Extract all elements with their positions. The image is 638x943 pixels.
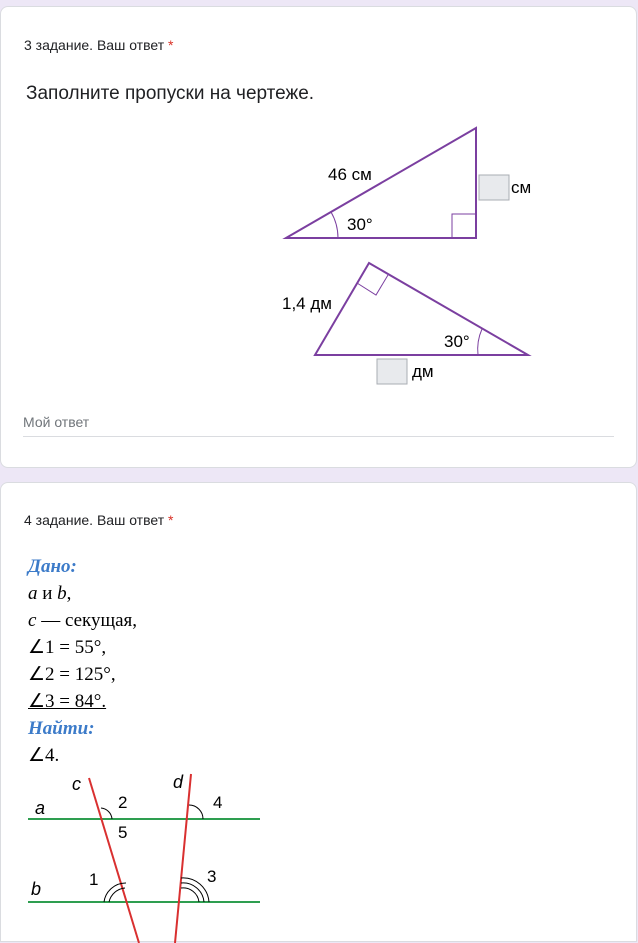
comma: , [66, 583, 72, 604]
and-word: и [37, 583, 58, 604]
secant-name: c [28, 610, 37, 631]
question-title-text: 3 задание. Ваш ответ [24, 37, 165, 53]
given-angle-3: ∠3 = 84°. [28, 691, 107, 712]
angle-arc-2 [478, 329, 482, 355]
number-3: 3 [207, 867, 217, 886]
question-card-3 [0, 6, 637, 468]
find-value: ∠4. [28, 745, 60, 766]
unit-label-1: см [511, 178, 532, 197]
question-title-text: 4 задание. Ваш ответ [24, 512, 165, 528]
side-label: 1,4 дм [282, 294, 332, 313]
given-angle-2: ∠2 = 125°, [28, 664, 116, 685]
angle-label-1: 30° [347, 215, 373, 234]
hypotenuse-label: 46 см [328, 165, 372, 184]
question-card-4 [0, 482, 637, 942]
question-prompt: Заполните пропуски на чертеже. [26, 83, 315, 104]
answer-label[interactable]: Мой ответ [23, 414, 90, 430]
label-a: a [35, 798, 46, 818]
unit-label-2: дм [412, 362, 434, 381]
triangles-figure [1, 7, 638, 407]
label-b: b [31, 879, 42, 899]
label-d: d [173, 772, 184, 792]
angle-label-2: 30° [444, 332, 470, 351]
required-mark: * [168, 37, 174, 53]
given-header: Дано: [28, 556, 77, 577]
line-d [175, 774, 191, 943]
answer-box-1[interactable] [479, 175, 509, 200]
answer-box-2[interactable] [377, 359, 407, 384]
label-c: c [72, 774, 81, 794]
line-c [89, 778, 139, 943]
angle-3-arc-inner [181, 888, 199, 902]
number-4: 4 [213, 793, 223, 812]
answer-input-line[interactable] [23, 436, 614, 437]
number-2: 2 [118, 793, 128, 812]
required-mark: * [168, 512, 174, 528]
secant-text: — секущая, [36, 610, 138, 631]
angle-4-arc [189, 805, 203, 819]
angle-arc-1 [331, 212, 338, 238]
angle-3-arc-mid [181, 883, 204, 902]
line-a-name: a [28, 583, 38, 604]
line-b-name: b [57, 583, 67, 604]
number-1: 1 [89, 870, 99, 889]
angle-3-arc-outer [181, 878, 209, 902]
given-angle-1: ∠1 = 55°, [28, 637, 107, 658]
lines-diagram [1, 483, 638, 943]
triangle-2 [315, 263, 528, 355]
find-header: Найти: [28, 718, 95, 739]
number-5: 5 [118, 823, 128, 842]
angle-2-arc [101, 808, 112, 819]
right-angle-mark-1 [452, 214, 476, 238]
right-angle-mark-2 [357, 275, 388, 295]
triangle-1 [286, 128, 476, 238]
